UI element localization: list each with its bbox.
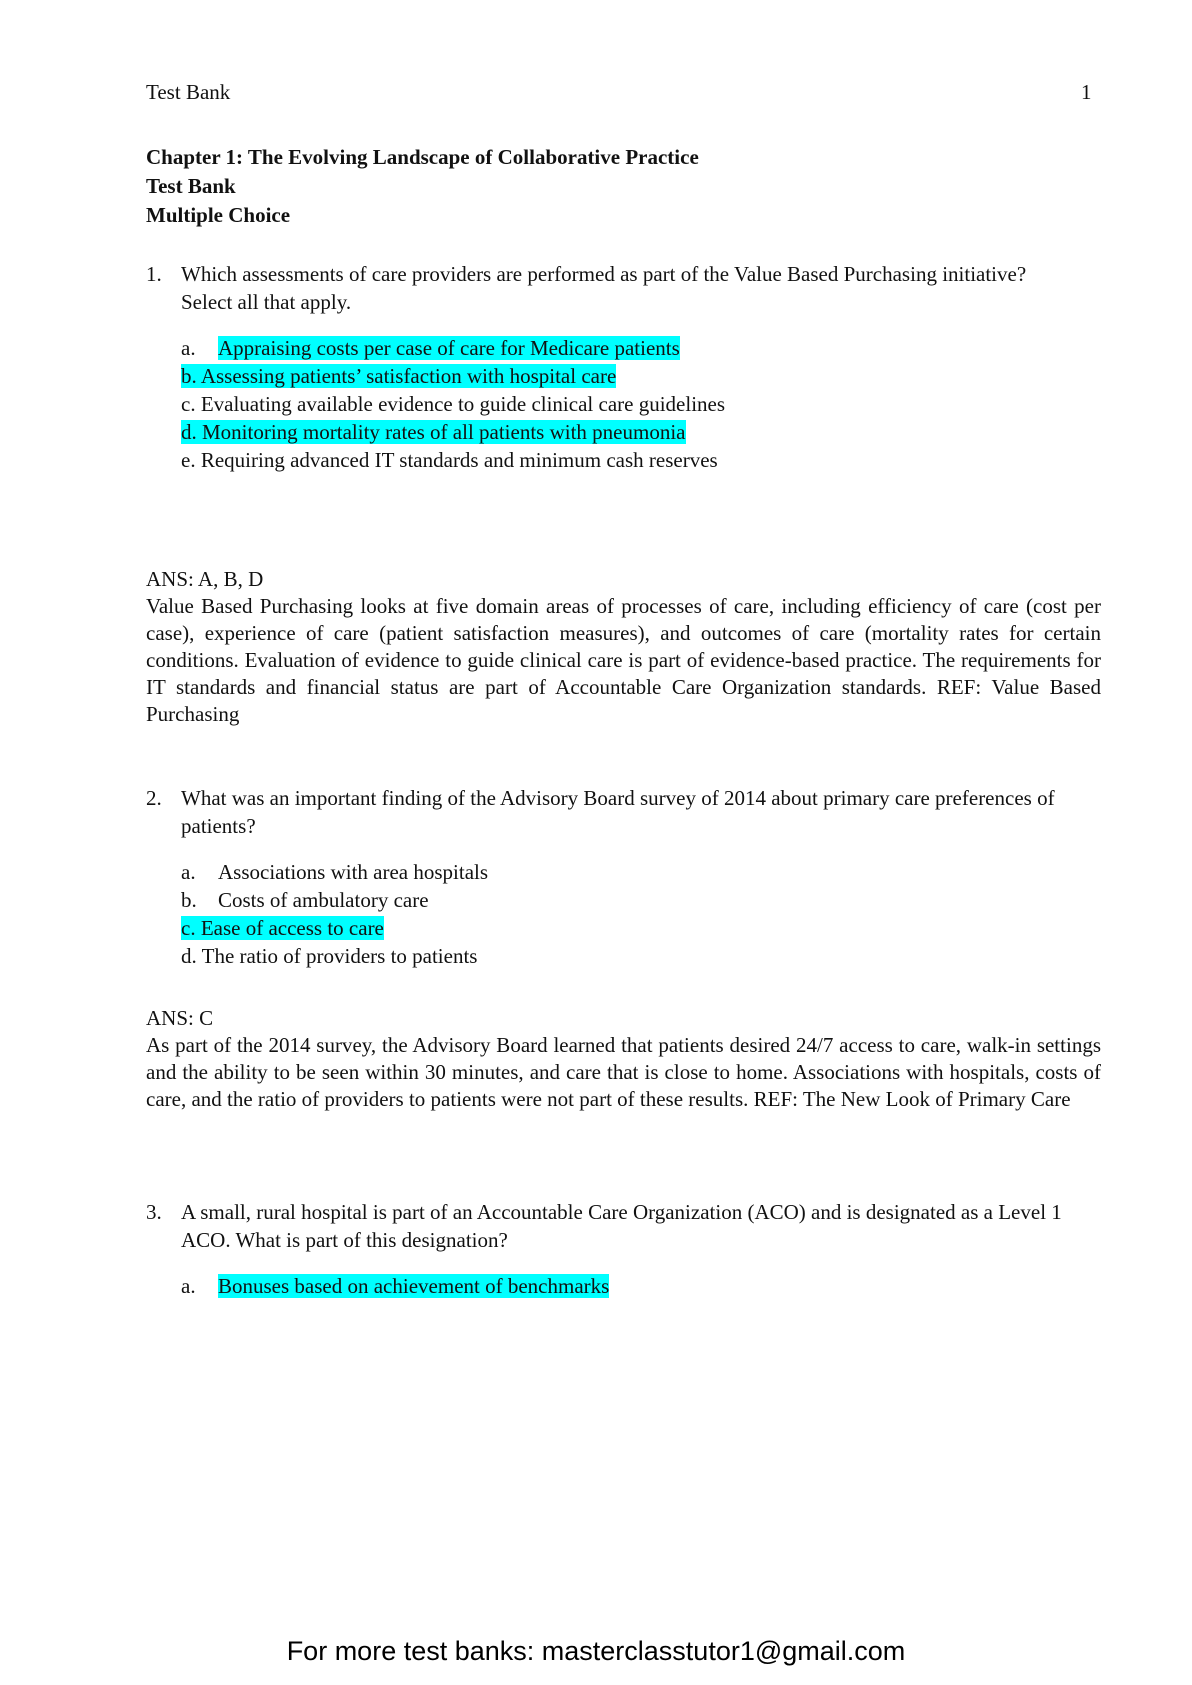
option-text: Associations with area hospitals xyxy=(218,860,489,884)
option-letter: a. xyxy=(181,1274,196,1298)
option-text: Assessing patients’ satisfaction with hospital care xyxy=(200,364,617,388)
option-letter: b. xyxy=(181,888,197,912)
option-letter: d. xyxy=(181,420,197,444)
option-b xyxy=(181,362,1101,390)
section-heading: Multiple Choice xyxy=(146,203,291,227)
question-text: A small, rural hospital is part of an Accountable Care Organization (ACO) and is designated as a Level 1 ACO. What is part of this designation? xyxy=(181,1200,1062,1252)
chapter-title: Chapter 1: The Evolving Landscape of Collaborative Practice xyxy=(146,145,699,169)
option-text: Evaluating available evidence to guide clinical care guidelines xyxy=(200,392,726,416)
option-text: Appraising costs per case of care for Medicare patients xyxy=(218,336,680,360)
option-a xyxy=(181,1272,1101,1300)
option-c xyxy=(181,390,1101,418)
option-b xyxy=(181,886,1101,914)
option-text: Ease of access to care xyxy=(200,916,384,940)
option-letter: b. xyxy=(181,364,197,388)
running-header: Test Bank xyxy=(146,80,231,104)
answer-key: ANS: C xyxy=(146,1006,214,1030)
question-number: 2. xyxy=(146,786,162,810)
option-text: Bonuses based on achievement of benchmarks xyxy=(218,1274,610,1298)
answer-options xyxy=(181,1272,1101,1300)
answer-block-2 xyxy=(146,1005,1101,1113)
option-a xyxy=(181,858,1101,886)
question-instruction: Select all that apply. xyxy=(181,290,352,314)
question-stem xyxy=(146,260,1101,316)
option-e xyxy=(181,446,1101,474)
answer-block-1 xyxy=(146,566,1101,728)
option-letter: a. xyxy=(181,860,196,884)
question-number: 1. xyxy=(146,262,162,286)
option-d xyxy=(181,418,1101,446)
page-number: 1 xyxy=(1081,80,1092,104)
option-text: Requiring advanced IT standards and minimum cash reserves xyxy=(200,448,718,472)
option-letter: e. xyxy=(181,448,196,472)
option-text: The ratio of providers to patients xyxy=(201,944,478,968)
option-text: Monitoring mortality rates of all patients with pneumonia xyxy=(202,420,686,444)
option-letter: d. xyxy=(181,944,197,968)
answer-key: ANS: A, B, D xyxy=(146,567,264,591)
question-1 xyxy=(146,260,1101,474)
option-a xyxy=(181,334,1101,362)
question-number: 3. xyxy=(146,1200,162,1224)
answer-options xyxy=(181,334,1101,474)
rationale: Value Based Purchasing looks at five domain areas of processes of care, including efficiency of care (cost per case), experience of care (patient satisfaction measures), and outcomes of care (mortality rates for certain conditions. Evaluation of evidence to guide clinical care is part of evidence-based practice. The requirements for IT standards and financial status are part of Accountable Care Organization standards. REF: Value Based Purchasing xyxy=(146,594,1101,726)
question-text: What was an important finding of the Advisory Board survey of 2014 about primary care preferences of patients? xyxy=(181,786,1055,838)
option-d xyxy=(181,942,1101,970)
option-letter: c. xyxy=(181,392,196,416)
option-c xyxy=(181,914,1101,942)
option-letter: a. xyxy=(181,336,196,360)
option-text: Costs of ambulatory care xyxy=(218,888,429,912)
question-stem xyxy=(146,1198,1101,1254)
question-2 xyxy=(146,784,1101,970)
question-3 xyxy=(146,1198,1101,1300)
rationale: As part of the 2014 survey, the Advisory Board learned that patients desired 24/7 access to care, walk-in settings and the ability to be seen within 30 minutes, and care that is close to home. Associations with hospitals, costs of care, and the ratio of providers to patients were not part of these results. REF: The New Look of Primary Care xyxy=(146,1033,1101,1111)
question-text: Which assessments of care providers are performed as part of the Value Based Purchasing initiative? xyxy=(181,262,1027,286)
footer-contact: For more test banks: masterclasstutor1@gmail.com xyxy=(286,1636,906,1666)
answer-options xyxy=(181,858,1101,970)
subtitle: Test Bank xyxy=(146,174,236,198)
option-letter: c. xyxy=(181,916,196,940)
title-block xyxy=(146,143,699,230)
question-stem xyxy=(146,784,1101,840)
